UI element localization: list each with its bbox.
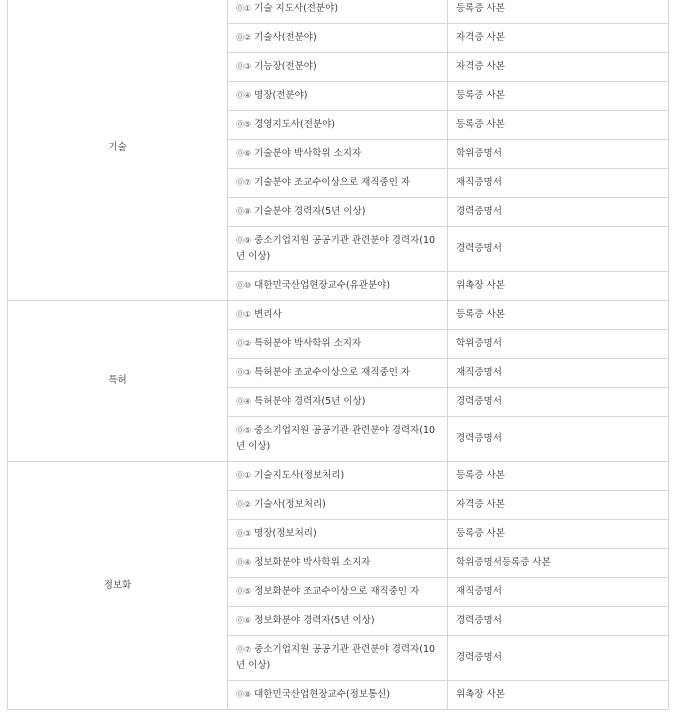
category-cell: 특허 [8,301,228,462]
qualification-item-cell [228,607,448,636]
item-number-mark: ⓪ ① [236,1,251,17]
required-document-cell: 경력증명서 [448,198,669,227]
qualification-item-cell [228,24,448,53]
item-number-mark: ⓪ ① [236,468,251,484]
qualification-item-cell [228,578,448,607]
item-number-mark: ⓪ ⑧ [236,687,251,703]
required-document-cell: 위촉장 사본 [448,681,669,710]
qualification-item-cell [228,82,448,111]
item-number-mark: ⓪ ⑨ [236,233,251,249]
qualification-item-text: 특허분야 조교수이상으로 재직중인 자 [254,367,411,378]
item-number-mark: ⓪ ③ [236,526,251,542]
qualification-item-text: 기술분야 박사학위 소지자 [254,148,362,159]
required-document-cell: 경력증명서 [448,227,669,272]
item-number-mark: ⓪ ③ [236,59,251,75]
qualification-item-text: 중소기업지원 공공기관 관련분야 경력자(10년 이상) [236,425,436,452]
qualification-item-cell [228,272,448,301]
qualification-item-cell [228,301,448,330]
qualification-item-cell [228,330,448,359]
required-document-cell: 학위증명서 [448,330,669,359]
required-document-cell: 경력증명서 [448,388,669,417]
qualification-item-cell [228,520,448,549]
required-document-cell: 자격증 사본 [448,491,669,520]
qualification-table-body [8,0,669,710]
required-document-cell: 자격증 사본 [448,53,669,82]
qualification-item-text: 정보화분야 경력자(5년 이상) [254,615,375,626]
qualification-item-text: 특허분야 박사학위 소지자 [254,338,362,349]
qualification-item-text: 기술사(정보처리) [254,499,326,510]
required-document-cell: 등록증 사본 [448,111,669,140]
item-number-mark: ⓪ ⑩ [236,278,251,294]
qualification-item-cell [228,111,448,140]
qualification-item-text: 기술분야 조교수이상으로 재직중인 자 [254,177,411,188]
required-document-cell: 재직증명서 [448,359,669,388]
item-number-mark: ⓪ ⑥ [236,613,251,629]
item-number-mark: ⓪ ③ [236,365,251,381]
qualification-item-cell [228,227,448,272]
qualification-item-cell [228,140,448,169]
category-cell: 기술 [8,0,228,301]
qualification-item-cell [228,388,448,417]
qualification-item-cell [228,681,448,710]
item-number-mark: ⓪ ⑤ [236,117,251,133]
required-document-cell: 경력증명서 [448,607,669,636]
required-document-cell: 등록증 사본 [448,82,669,111]
table-row [8,301,669,330]
item-number-mark: ⓪ ① [236,307,251,323]
table-row [8,0,669,24]
qualification-item-text: 명장(전분야) [254,90,308,101]
required-document-cell: 등록증 사본 [448,0,669,24]
category-cell: 정보화 [8,462,228,710]
required-document-cell: 자격증 사본 [448,24,669,53]
required-document-cell: 등록증 사본 [448,520,669,549]
qualification-item-text: 기술지도사(정보처리) [254,470,345,481]
qualification-item-cell [228,417,448,462]
qualification-item-text: 대한민국산업현장교수(정보통신) [254,689,391,700]
required-document-cell: 학위증명서 [448,140,669,169]
item-number-mark: ⓪ ⑦ [236,642,251,658]
qualification-item-text: 명장(정보처리) [254,528,317,539]
item-number-mark: ⓪ ④ [236,88,251,104]
item-number-mark: ⓪ ② [236,497,251,513]
qualification-table [7,0,669,710]
required-document-cell: 재직증명서 [448,578,669,607]
required-document-cell: 등록증 사본 [448,462,669,491]
qualification-item-text: 대한민국산업현장교수(유관분야) [254,280,391,291]
qualification-item-cell [228,53,448,82]
qualification-item-cell [228,549,448,578]
item-number-mark: ⓪ ④ [236,394,251,410]
item-number-mark: ⓪ ⑥ [236,146,251,162]
qualification-item-text: 기능장(전분야) [254,61,317,72]
item-number-mark: ⓪ ⑤ [236,423,251,439]
required-document-cell: 경력증명서 [448,636,669,681]
qualification-item-cell [228,636,448,681]
table-row [8,462,669,491]
qualification-item-text: 기술 지도사(전분야) [254,3,339,14]
qualification-item-text: 중소기업지원 공공기관 관련분야 경력자(10년 이상) [236,644,436,671]
qualification-item-cell [228,0,448,24]
qualification-item-text: 정보화분야 조교수이상으로 재직중인 자 [254,586,420,597]
item-number-mark: ⓪ ⑤ [236,584,251,600]
qualification-item-text: 기술사(전분야) [254,32,317,43]
qualification-item-cell [228,491,448,520]
qualification-item-cell [228,169,448,198]
qualification-item-text: 중소기업지원 공공기관 관련분야 경력자(10년 이상) [236,235,436,262]
qualification-item-text: 경영지도사(전분야) [254,119,336,130]
qualification-item-cell [228,198,448,227]
item-number-mark: ⓪ ⑦ [236,175,251,191]
item-number-mark: ⓪ ⑧ [236,204,251,220]
qualification-item-text: 특허분야 경력자(5년 이상) [254,396,366,407]
item-number-mark: ⓪ ② [236,30,251,46]
required-document-cell: 위촉장 사본 [448,272,669,301]
required-document-cell: 등록증 사본 [448,301,669,330]
required-document-cell: 경력증명서 [448,417,669,462]
qualification-item-text: 변리사 [254,309,282,320]
qualification-item-cell [228,359,448,388]
qualification-item-text: 정보화분야 박사학위 소지자 [254,557,371,568]
item-number-mark: ⓪ ② [236,336,251,352]
required-document-cell: 학위증명서등록증 사본 [448,549,669,578]
qualification-item-cell [228,462,448,491]
item-number-mark: ⓪ ④ [236,555,251,571]
qualification-item-text: 기술분야 경력자(5년 이상) [254,206,366,217]
required-document-cell: 재직증명서 [448,169,669,198]
